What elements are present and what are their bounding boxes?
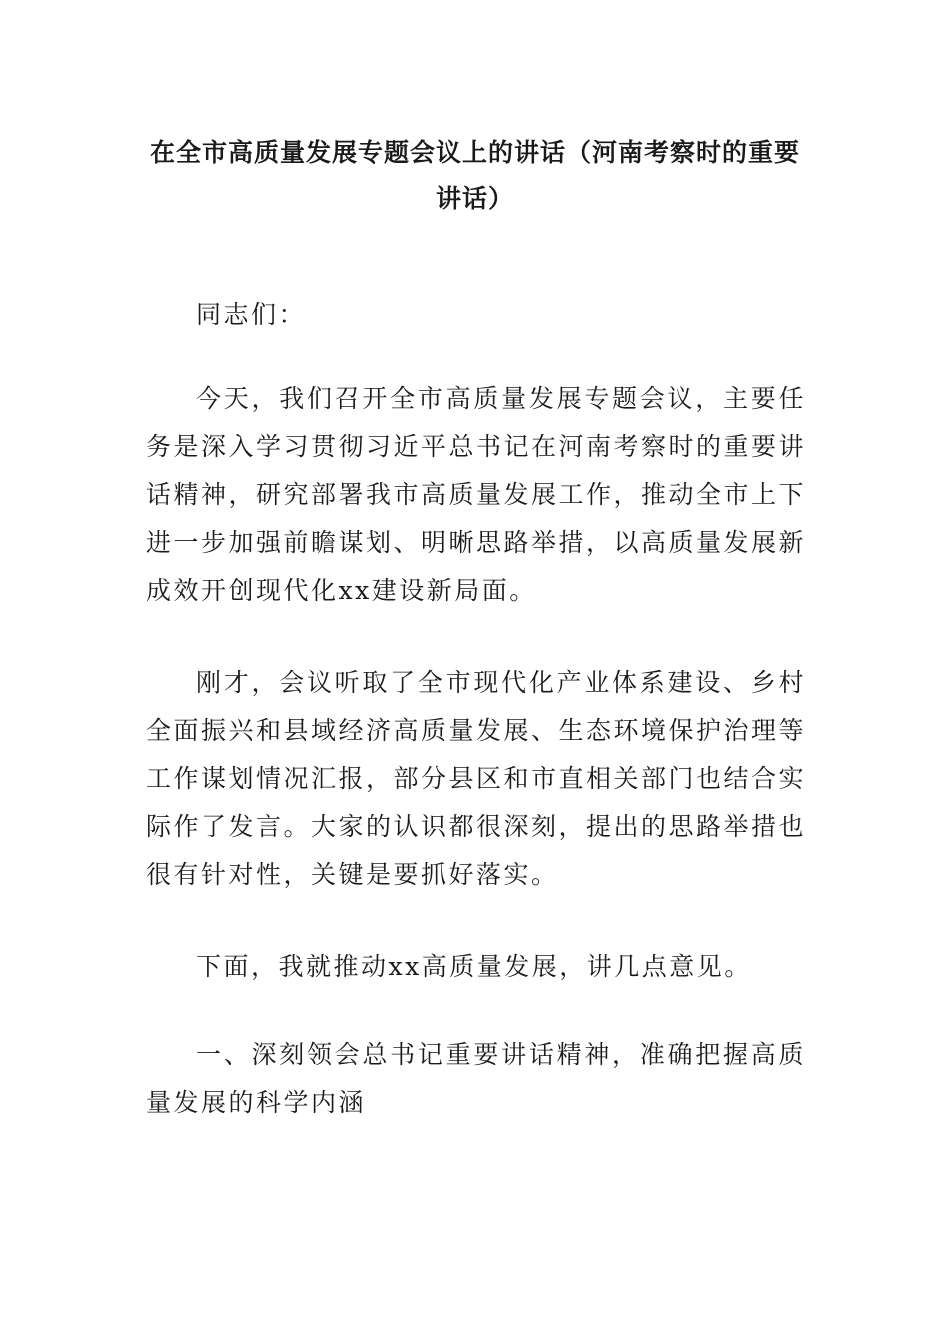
salutation-paragraph: 同志们： <box>196 300 307 329</box>
intro-paragraph: 今天，我们召开全市高质量发展专题会议，主要任务是深入学习贯彻习近平总书记在河南考察时的重要讲话精神，研究部署我市高质量发展工作，推动全市上下进一步加强前瞻谋划、明晰思路举措，以高质量发展新成效开创现代化xx建设新局面。 <box>146 384 807 605</box>
document-title: 在全市高质量发展专题会议上的讲话（河南考察时的重要讲话） <box>149 138 800 213</box>
transition-paragraph: 下面，我就推动xx高质量发展，讲几点意见。 <box>196 952 752 981</box>
section-heading-1: 一、深刻领会总书记重要讲话精神，准确把握高质量发展的科学内涵 <box>146 1040 806 1117</box>
report-paragraph: 刚才，会议听取了全市现代化产业体系建设、乡村全面振兴和县域经济高质量发展、生态环境保护治理等工作谋划情况汇报，部分县区和市直相关部门也结合实际作了发言。大家的认识都很深刻，提出的思路举措也很有针对性，关键是要抓好落实。 <box>146 668 807 889</box>
